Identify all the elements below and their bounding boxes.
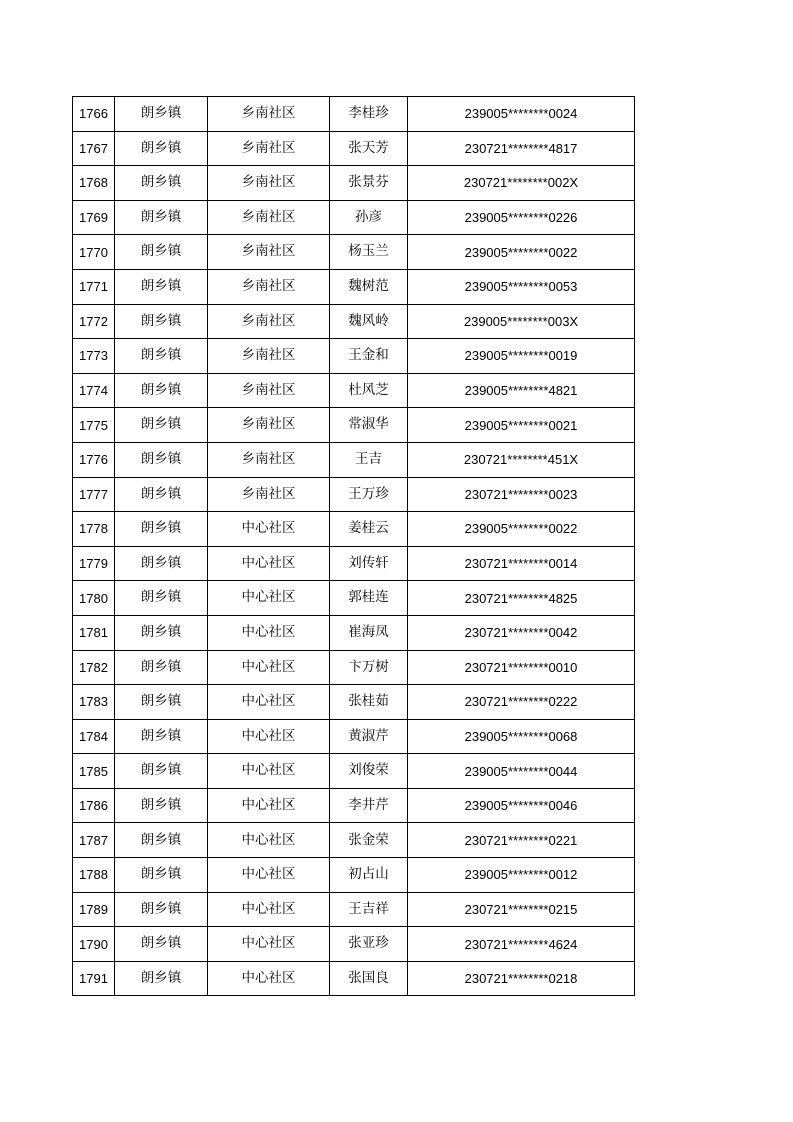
row-number-cell: 1778	[73, 512, 115, 547]
person-name-cell: 魏风岭	[330, 304, 408, 339]
town-cell: 朗乡镇	[115, 615, 208, 650]
town-cell: 朗乡镇	[115, 408, 208, 443]
id-number-cell: 230721********4624	[408, 927, 635, 962]
town-cell: 朗乡镇	[115, 788, 208, 823]
id-number-cell: 239005********0024	[408, 97, 635, 132]
id-number-cell: 239005********4821	[408, 373, 635, 408]
person-name-cell: 孙彦	[330, 200, 408, 235]
id-number-cell: 230721********0010	[408, 650, 635, 685]
community-cell: 中心社区	[208, 615, 330, 650]
community-cell: 中心社区	[208, 512, 330, 547]
row-number-cell: 1782	[73, 650, 115, 685]
table-row	[73, 477, 635, 512]
id-number-cell: 230721********4825	[408, 581, 635, 616]
town-cell: 朗乡镇	[115, 339, 208, 374]
table-row	[73, 788, 635, 823]
community-cell: 乡南社区	[208, 442, 330, 477]
person-name-cell: 王万珍	[330, 477, 408, 512]
row-number-cell: 1787	[73, 823, 115, 858]
town-cell: 朗乡镇	[115, 927, 208, 962]
person-name-cell: 黄淑芹	[330, 719, 408, 754]
person-name-cell: 李井芹	[330, 788, 408, 823]
community-cell: 乡南社区	[208, 373, 330, 408]
town-cell: 朗乡镇	[115, 97, 208, 132]
town-cell: 朗乡镇	[115, 166, 208, 201]
row-number-cell: 1769	[73, 200, 115, 235]
row-number-cell: 1779	[73, 546, 115, 581]
table-row	[73, 961, 635, 996]
person-name-cell: 张天芳	[330, 131, 408, 166]
row-number-cell: 1773	[73, 339, 115, 374]
person-name-cell: 张景芬	[330, 166, 408, 201]
row-number-cell: 1785	[73, 754, 115, 789]
community-cell: 中心社区	[208, 754, 330, 789]
row-number-cell: 1774	[73, 373, 115, 408]
community-cell: 乡南社区	[208, 339, 330, 374]
person-name-cell: 刘俊荣	[330, 754, 408, 789]
town-cell: 朗乡镇	[115, 269, 208, 304]
person-name-cell: 卞万树	[330, 650, 408, 685]
table-row	[73, 754, 635, 789]
person-name-cell: 常淑华	[330, 408, 408, 443]
community-cell: 乡南社区	[208, 304, 330, 339]
person-name-cell: 张国良	[330, 961, 408, 996]
community-cell: 乡南社区	[208, 477, 330, 512]
table-row	[73, 615, 635, 650]
id-number-cell: 230721********002X	[408, 166, 635, 201]
person-name-cell: 崔海凤	[330, 615, 408, 650]
id-number-cell: 239005********0019	[408, 339, 635, 374]
row-number-cell: 1784	[73, 719, 115, 754]
table-row	[73, 131, 635, 166]
person-name-cell: 姜桂云	[330, 512, 408, 547]
person-name-cell: 王吉祥	[330, 892, 408, 927]
community-cell: 中心社区	[208, 581, 330, 616]
id-number-cell: 239005********0022	[408, 235, 635, 270]
community-cell: 中心社区	[208, 546, 330, 581]
id-number-cell: 230721********0222	[408, 685, 635, 720]
id-number-cell: 239005********0068	[408, 719, 635, 754]
row-number-cell: 1772	[73, 304, 115, 339]
row-number-cell: 1791	[73, 961, 115, 996]
person-name-cell: 李桂珍	[330, 97, 408, 132]
town-cell: 朗乡镇	[115, 200, 208, 235]
row-number-cell: 1767	[73, 131, 115, 166]
table-row	[73, 304, 635, 339]
table-row	[73, 97, 635, 132]
id-number-cell: 230721********0023	[408, 477, 635, 512]
row-number-cell: 1780	[73, 581, 115, 616]
row-number-cell: 1771	[73, 269, 115, 304]
person-name-cell: 杜风芝	[330, 373, 408, 408]
table-row	[73, 339, 635, 374]
row-number-cell: 1777	[73, 477, 115, 512]
table-row	[73, 685, 635, 720]
row-number-cell: 1786	[73, 788, 115, 823]
town-cell: 朗乡镇	[115, 442, 208, 477]
id-number-cell: 239005********0022	[408, 512, 635, 547]
community-cell: 乡南社区	[208, 97, 330, 132]
community-cell: 乡南社区	[208, 269, 330, 304]
community-cell: 中心社区	[208, 927, 330, 962]
person-name-cell: 张桂茹	[330, 685, 408, 720]
town-cell: 朗乡镇	[115, 373, 208, 408]
town-cell: 朗乡镇	[115, 685, 208, 720]
community-cell: 中心社区	[208, 685, 330, 720]
person-name-cell: 张金荣	[330, 823, 408, 858]
id-number-cell: 230721********0221	[408, 823, 635, 858]
table-row	[73, 269, 635, 304]
id-number-cell: 230721********0218	[408, 961, 635, 996]
town-cell: 朗乡镇	[115, 581, 208, 616]
community-cell: 中心社区	[208, 892, 330, 927]
row-number-cell: 1770	[73, 235, 115, 270]
table-row	[73, 512, 635, 547]
id-number-cell: 239005********0021	[408, 408, 635, 443]
town-cell: 朗乡镇	[115, 131, 208, 166]
row-number-cell: 1783	[73, 685, 115, 720]
id-number-cell: 230721********0215	[408, 892, 635, 927]
row-number-cell: 1789	[73, 892, 115, 927]
community-cell: 乡南社区	[208, 200, 330, 235]
person-name-cell: 王吉	[330, 442, 408, 477]
id-number-cell: 239005********0044	[408, 754, 635, 789]
community-cell: 中心社区	[208, 650, 330, 685]
town-cell: 朗乡镇	[115, 823, 208, 858]
person-name-cell: 魏树范	[330, 269, 408, 304]
table-row	[73, 442, 635, 477]
row-number-cell: 1776	[73, 442, 115, 477]
table-row	[73, 581, 635, 616]
town-cell: 朗乡镇	[115, 892, 208, 927]
table-row	[73, 892, 635, 927]
person-name-cell: 郭桂连	[330, 581, 408, 616]
table-row	[73, 650, 635, 685]
table-body	[73, 97, 635, 996]
community-cell: 乡南社区	[208, 131, 330, 166]
id-number-cell: 239005********0053	[408, 269, 635, 304]
community-cell: 乡南社区	[208, 408, 330, 443]
town-cell: 朗乡镇	[115, 858, 208, 893]
table-row	[73, 927, 635, 962]
town-cell: 朗乡镇	[115, 754, 208, 789]
row-number-cell: 1781	[73, 615, 115, 650]
town-cell: 朗乡镇	[115, 512, 208, 547]
table-row	[73, 200, 635, 235]
town-cell: 朗乡镇	[115, 477, 208, 512]
town-cell: 朗乡镇	[115, 719, 208, 754]
person-name-cell: 刘传轩	[330, 546, 408, 581]
table-row	[73, 166, 635, 201]
table-row	[73, 823, 635, 858]
community-cell: 中心社区	[208, 961, 330, 996]
table-row	[73, 408, 635, 443]
row-number-cell: 1766	[73, 97, 115, 132]
community-cell: 中心社区	[208, 823, 330, 858]
residents-table	[72, 96, 635, 996]
town-cell: 朗乡镇	[115, 304, 208, 339]
row-number-cell: 1790	[73, 927, 115, 962]
community-cell: 乡南社区	[208, 166, 330, 201]
table-row	[73, 719, 635, 754]
id-number-cell: 230721********4817	[408, 131, 635, 166]
table-row	[73, 546, 635, 581]
id-number-cell: 239005********003X	[408, 304, 635, 339]
community-cell: 中心社区	[208, 719, 330, 754]
community-cell: 中心社区	[208, 858, 330, 893]
town-cell: 朗乡镇	[115, 650, 208, 685]
table-row	[73, 858, 635, 893]
row-number-cell: 1775	[73, 408, 115, 443]
row-number-cell: 1788	[73, 858, 115, 893]
id-number-cell: 239005********0046	[408, 788, 635, 823]
id-number-cell: 239005********0012	[408, 858, 635, 893]
town-cell: 朗乡镇	[115, 961, 208, 996]
person-name-cell: 初占山	[330, 858, 408, 893]
id-number-cell: 230721********0014	[408, 546, 635, 581]
table-row	[73, 235, 635, 270]
id-number-cell: 239005********0226	[408, 200, 635, 235]
person-name-cell: 杨玉兰	[330, 235, 408, 270]
community-cell: 乡南社区	[208, 235, 330, 270]
community-cell: 中心社区	[208, 788, 330, 823]
town-cell: 朗乡镇	[115, 546, 208, 581]
table-row	[73, 373, 635, 408]
id-number-cell: 230721********451X	[408, 442, 635, 477]
person-name-cell: 张亚珍	[330, 927, 408, 962]
id-number-cell: 230721********0042	[408, 615, 635, 650]
row-number-cell: 1768	[73, 166, 115, 201]
person-name-cell: 王金和	[330, 339, 408, 374]
town-cell: 朗乡镇	[115, 235, 208, 270]
